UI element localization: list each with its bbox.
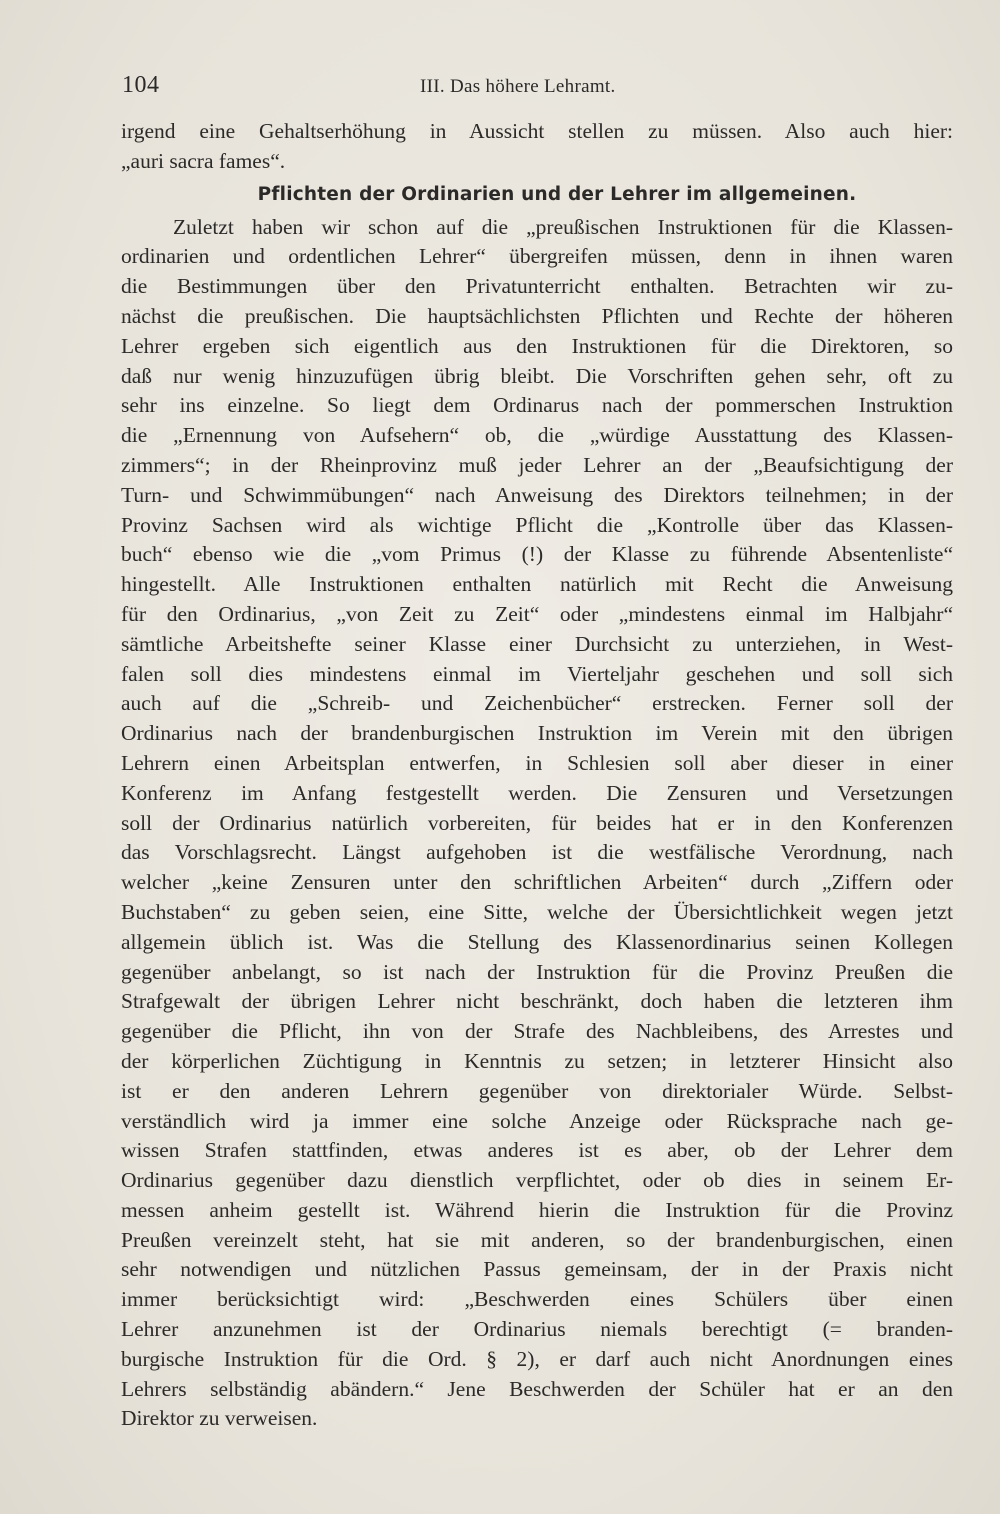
text-line: sehr notwendigen und nützlichen Passus gemeinsam, der in der Praxis nicht (121, 1257, 953, 1282)
section-heading: Pflichten der Ordinarien und der Lehrer im allgemeinen. (257, 183, 857, 205)
text-line: zimmers“; in der Rheinprovinz muß jeder Lehrer an der „Beaufsichtigung der (121, 452, 953, 477)
text-line: das Vorschlagsrecht. Längst aufgehoben ist die westfälische Verordnung, nach (121, 840, 953, 865)
text-line: Turn- und Schwimmübungen“ nach Anweisung des Direktors teilnehmen; in der (121, 482, 953, 507)
body-text (121, 117, 953, 1434)
text-line: ordinarien und ordentlichen Lehrer“ übergreifen müssen, denn in ihnen waren (121, 244, 953, 269)
text-line: hingestellt. Alle Instruktionen enthalten natürlich mit Recht die Anweisung (121, 572, 953, 597)
text-line: welcher „keine Zensuren unter den schriftlichen Arbeiten“ durch „Ziffern oder (121, 870, 953, 895)
page-header (122, 72, 952, 106)
text-line: „auri sacra fames“. (121, 148, 286, 173)
text-line: die Bestimmungen über den Privatunterricht enthalten. Betrachten wir zu- (121, 274, 953, 299)
text-line: Lehrers selbständig abändern.“ Jene Beschwerden der Schüler hat er an den (121, 1376, 953, 1401)
text-line: Zuletzt haben wir schon auf die „preußischen Instruktionen für die Klassen- (173, 214, 953, 239)
text-line: buch“ ebenso wie die „vom Primus (!) der Klasse zu führende Absentenliste“ (121, 542, 953, 567)
text-line: der körperlichen Züchtigung in Kenntnis zu setzen; in letzterer Hinsicht also (121, 1048, 953, 1073)
text-line: Preußen vereinzelt steht, hat sie mit anderen, so der brandenburgischen, einen (121, 1227, 953, 1252)
text-line: die „Ernennung von Aufsehern“ ob, die „würdige Ausstattung des Klassen- (121, 423, 953, 448)
text-line: Ordinarius gegenüber dazu dienstlich verpflichtet, oder ob dies in seinem Er- (121, 1168, 953, 1193)
text-line: gegenüber anbelangt, so ist nach der Instruktion für die Provinz Preußen die (121, 959, 953, 984)
text-line: Lehrer anzunehmen ist der Ordinarius niemals berechtigt (= branden- (121, 1317, 953, 1342)
text-line: ist er den anderen Lehrern gegenüber von direktorialer Würde. Selbst- (121, 1078, 953, 1103)
text-line: irgend eine Gehaltserhöhung in Aussicht stellen zu müssen. Also auch hier: (121, 119, 953, 143)
text-line: messen anheim gestellt ist. Während hierin die Instruktion für die Provinz (121, 1197, 953, 1222)
text-line: immer berücksichtigt wird: „Beschwerden eines Schülers über einen (121, 1287, 953, 1312)
text-line: Strafgewalt der übrigen Lehrer nicht beschränkt, doch haben die letzteren ihm (121, 989, 953, 1014)
text-line: auch auf die „Schreib- und Zeichenbücher“ erstrecken. Ferner soll der (121, 691, 953, 716)
text-line: falen soll dies mindestens einmal im Vierteljahr geschehen und soll sich (121, 661, 953, 686)
text-line: nächst die preußischen. Die hauptsächlichsten Pflichten und Rechte der höheren (121, 303, 953, 328)
text-line: Ordinarius nach der brandenburgischen Instruktion im Verein mit den übrigen (121, 721, 953, 746)
text-line: soll der Ordinarius natürlich vorbereiten, für beides hat er in den Konferenzen (121, 810, 953, 835)
text-line: daß nur wenig hinzuzufügen übrig bleibt. Die Vorschriften gehen sehr, oft zu (121, 363, 953, 388)
text-line: Lehrern einen Arbeitsplan entwerfen, in Schlesien soll aber dieser in einer (121, 750, 953, 775)
text-line: sämtliche Arbeitshefte seiner Klasse einer Durchsicht zu unterziehen, in West- (121, 631, 953, 656)
text-line: Konferenz im Anfang festgestellt werden. Die Zensuren und Versetzungen (121, 780, 953, 805)
text-line: gegenüber die Pflicht, ihn von der Strafe des Nachbleibens, des Arrestes und (121, 1019, 953, 1044)
text-line: verständlich wird ja immer eine solche Anzeige oder Rücksprache nach ge- (121, 1108, 953, 1133)
text-line: wissen Strafen stattfinden, etwas anderes ist es aber, ob der Lehrer dem (121, 1138, 953, 1163)
text-line: sehr ins einzelne. So liegt dem Ordinarus nach der pommerschen Instruktion (121, 393, 953, 418)
text-line: burgische Instruktion für die Ord. § 2), er darf auch nicht Anordnungen eines (121, 1346, 953, 1371)
text-line: für den Ordinarius, „von Zeit zu Zeit“ oder „mindestens einmal im Halbjahr“ (121, 601, 953, 626)
running-head: III. Das höhere Lehramt. (420, 76, 616, 97)
page-number: 104 (122, 72, 160, 98)
text-line: Direktor zu verweisen. (121, 1406, 318, 1431)
text-line: Lehrer ergeben sich eigentlich aus den Instruktionen für die Direktoren, so (121, 333, 953, 358)
text-line: Buchstaben“ zu geben seien, eine Sitte, welche der Übersichtlichkeit wegen jetzt (121, 899, 953, 924)
text-line: Provinz Sachsen wird als wichtige Pflicht die „Kontrolle über das Klassen- (121, 512, 953, 537)
text-line: allgemein üblich ist. Was die Stellung des Klassenordinarius seinen Kollegen (121, 929, 953, 954)
